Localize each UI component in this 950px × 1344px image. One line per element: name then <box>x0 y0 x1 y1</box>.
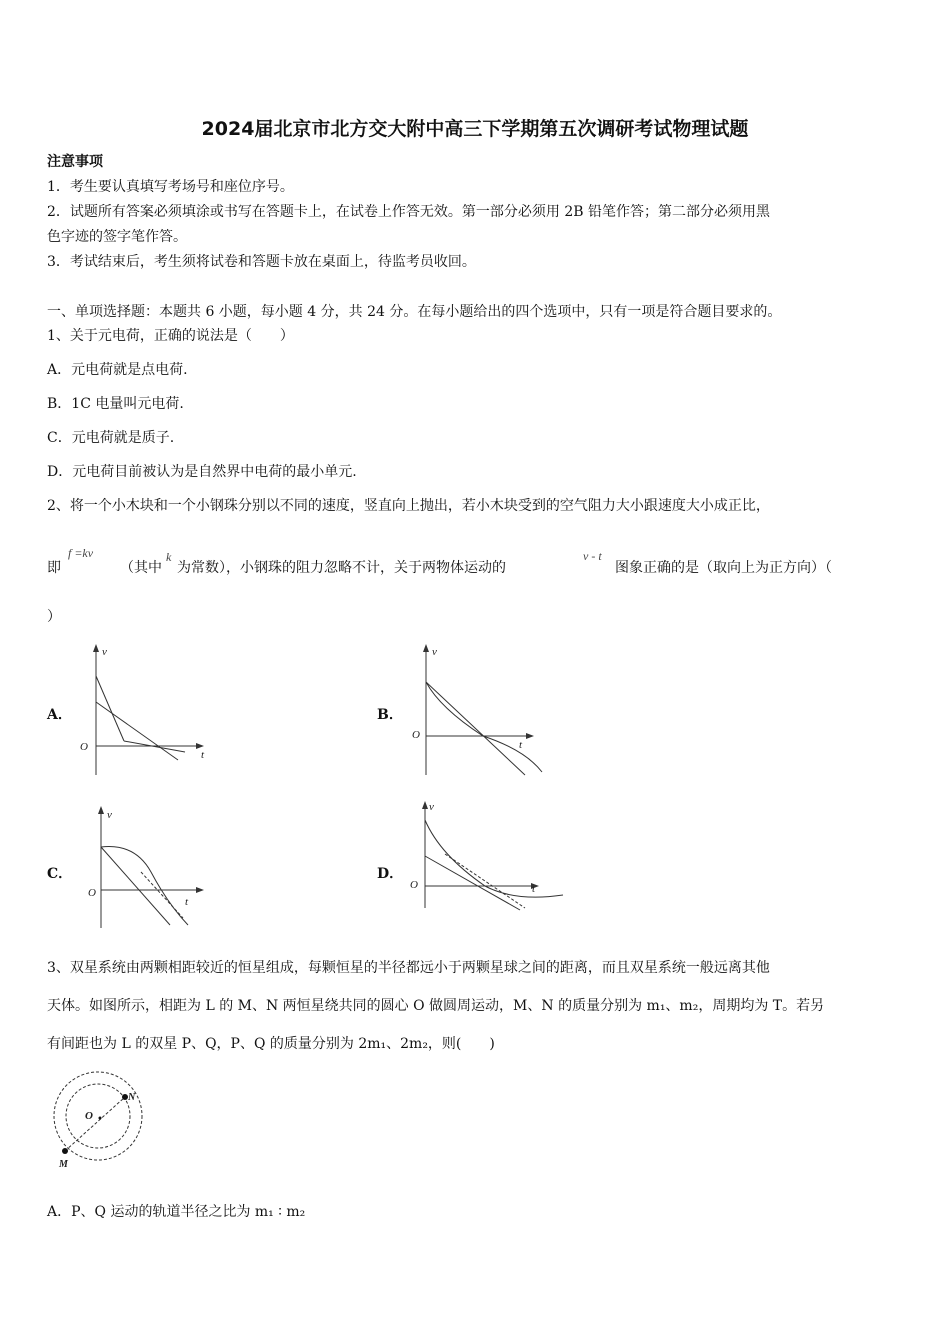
graph-b <box>405 640 555 780</box>
axis-v-a: v <box>102 646 107 658</box>
q2-label-d: D． <box>377 866 404 882</box>
q2-pre: 即 <box>47 560 61 576</box>
axis-o-d: O <box>410 879 418 891</box>
notice-item-2-cont: 色字迹的签字笔作答。 <box>47 229 187 245</box>
q1-option-d: D．元电荷目前被认为是自然界中电荷的最小单元. <box>47 464 357 480</box>
q3-line-2: 天体。如图所示，相距为 L 的 M、N 两恒星绕共同的圆心 O 做圆周运动，M、N 的质量分别为 m₁、m₂，周期均为 T。若另 <box>47 998 825 1014</box>
notice-item-2: 2．试题所有答案必须填涂或书写在答题卡上，在试卷上作答无效。第一部分必须用 2B 铅笔作答；第二部分必须用黑 <box>47 204 770 220</box>
axis-o-b: O <box>412 729 420 741</box>
axis-v-b: v <box>432 646 437 658</box>
graph-d <box>405 800 565 940</box>
q2-tail: 图象正确的是（取向上为正方向）（ <box>615 560 832 576</box>
q2-line-1: 2、将一个小木块和一个小钢珠分别以不同的速度，竖直向上抛出，若小木块受到的空气阻力大小跟速度大小成正比， <box>47 498 770 514</box>
graph-c <box>75 800 225 940</box>
notice-heading: 注意事项 <box>47 154 103 170</box>
q2-close: ） <box>47 609 61 625</box>
fig-m: M <box>59 1159 68 1170</box>
fig-n: N <box>128 1092 136 1103</box>
axis-v-c: v <box>107 809 112 821</box>
q2-label-c: C． <box>47 866 73 882</box>
q1-option-b: B．1C 电量叫元电荷. <box>47 396 184 412</box>
q1-stem: 1、关于元电荷，正确的说法是（ ） <box>47 328 294 344</box>
q2-label-b: B． <box>377 707 403 723</box>
q1-option-c: C．元电荷就是质子. <box>47 430 175 446</box>
q2-mid-2: 为常数），小钢珠的阻力忽略不计，关于两物体运动的 <box>177 560 506 576</box>
q3-line-3: 有间距也为 L 的双星 P、Q，P、Q 的质量分别为 2m₁、2m₂，则( ) <box>47 1036 495 1052</box>
axis-o-a: O <box>80 741 88 753</box>
axis-v-d: v <box>429 801 434 813</box>
q2-formula: f =kv <box>68 546 94 560</box>
q1-option-a: A．元电荷就是点电荷. <box>47 362 188 378</box>
fig-o: O <box>85 1110 93 1122</box>
axis-t-b: t <box>519 739 523 751</box>
q2-k: k <box>166 550 172 564</box>
axis-t-c: t <box>185 896 189 908</box>
q3-option-a: A．P、Q 运动的轨道半径之比为 m₁ ∶ m₂ <box>47 1204 306 1220</box>
page-title: 2024届北京市北方交大附中高三下学期第五次调研考试物理试题 <box>201 118 749 140</box>
graph-a <box>75 640 225 780</box>
section-heading: 一、单项选择题：本题共 6 小题，每小题 4 分，共 24 分。在每小题给出的四个选项中，只有一项是符合题目要求的。 <box>47 304 782 320</box>
q3-line-1: 3、双星系统由两颗相距较近的恒星组成，每颗恒星的半径都远小于两颗星球之间的距离，而且双星系统一般远离其他 <box>47 960 770 976</box>
q2-label-a: A． <box>47 707 72 723</box>
axis-t-a: t <box>201 749 205 761</box>
q2-mid-1: （其中 <box>120 560 162 576</box>
notice-item-1: 1．考生要认真填写考场号和座位序号。 <box>47 179 294 195</box>
notice-item-3: 3．考试结束后，考生须将试卷和答题卡放在桌面上，待监考员收回。 <box>47 254 476 270</box>
q2-vt: v - t <box>583 549 602 563</box>
axis-o-c: O <box>88 887 96 899</box>
axis-t-d: t <box>532 883 536 895</box>
binary-star-figure <box>48 1070 158 1170</box>
